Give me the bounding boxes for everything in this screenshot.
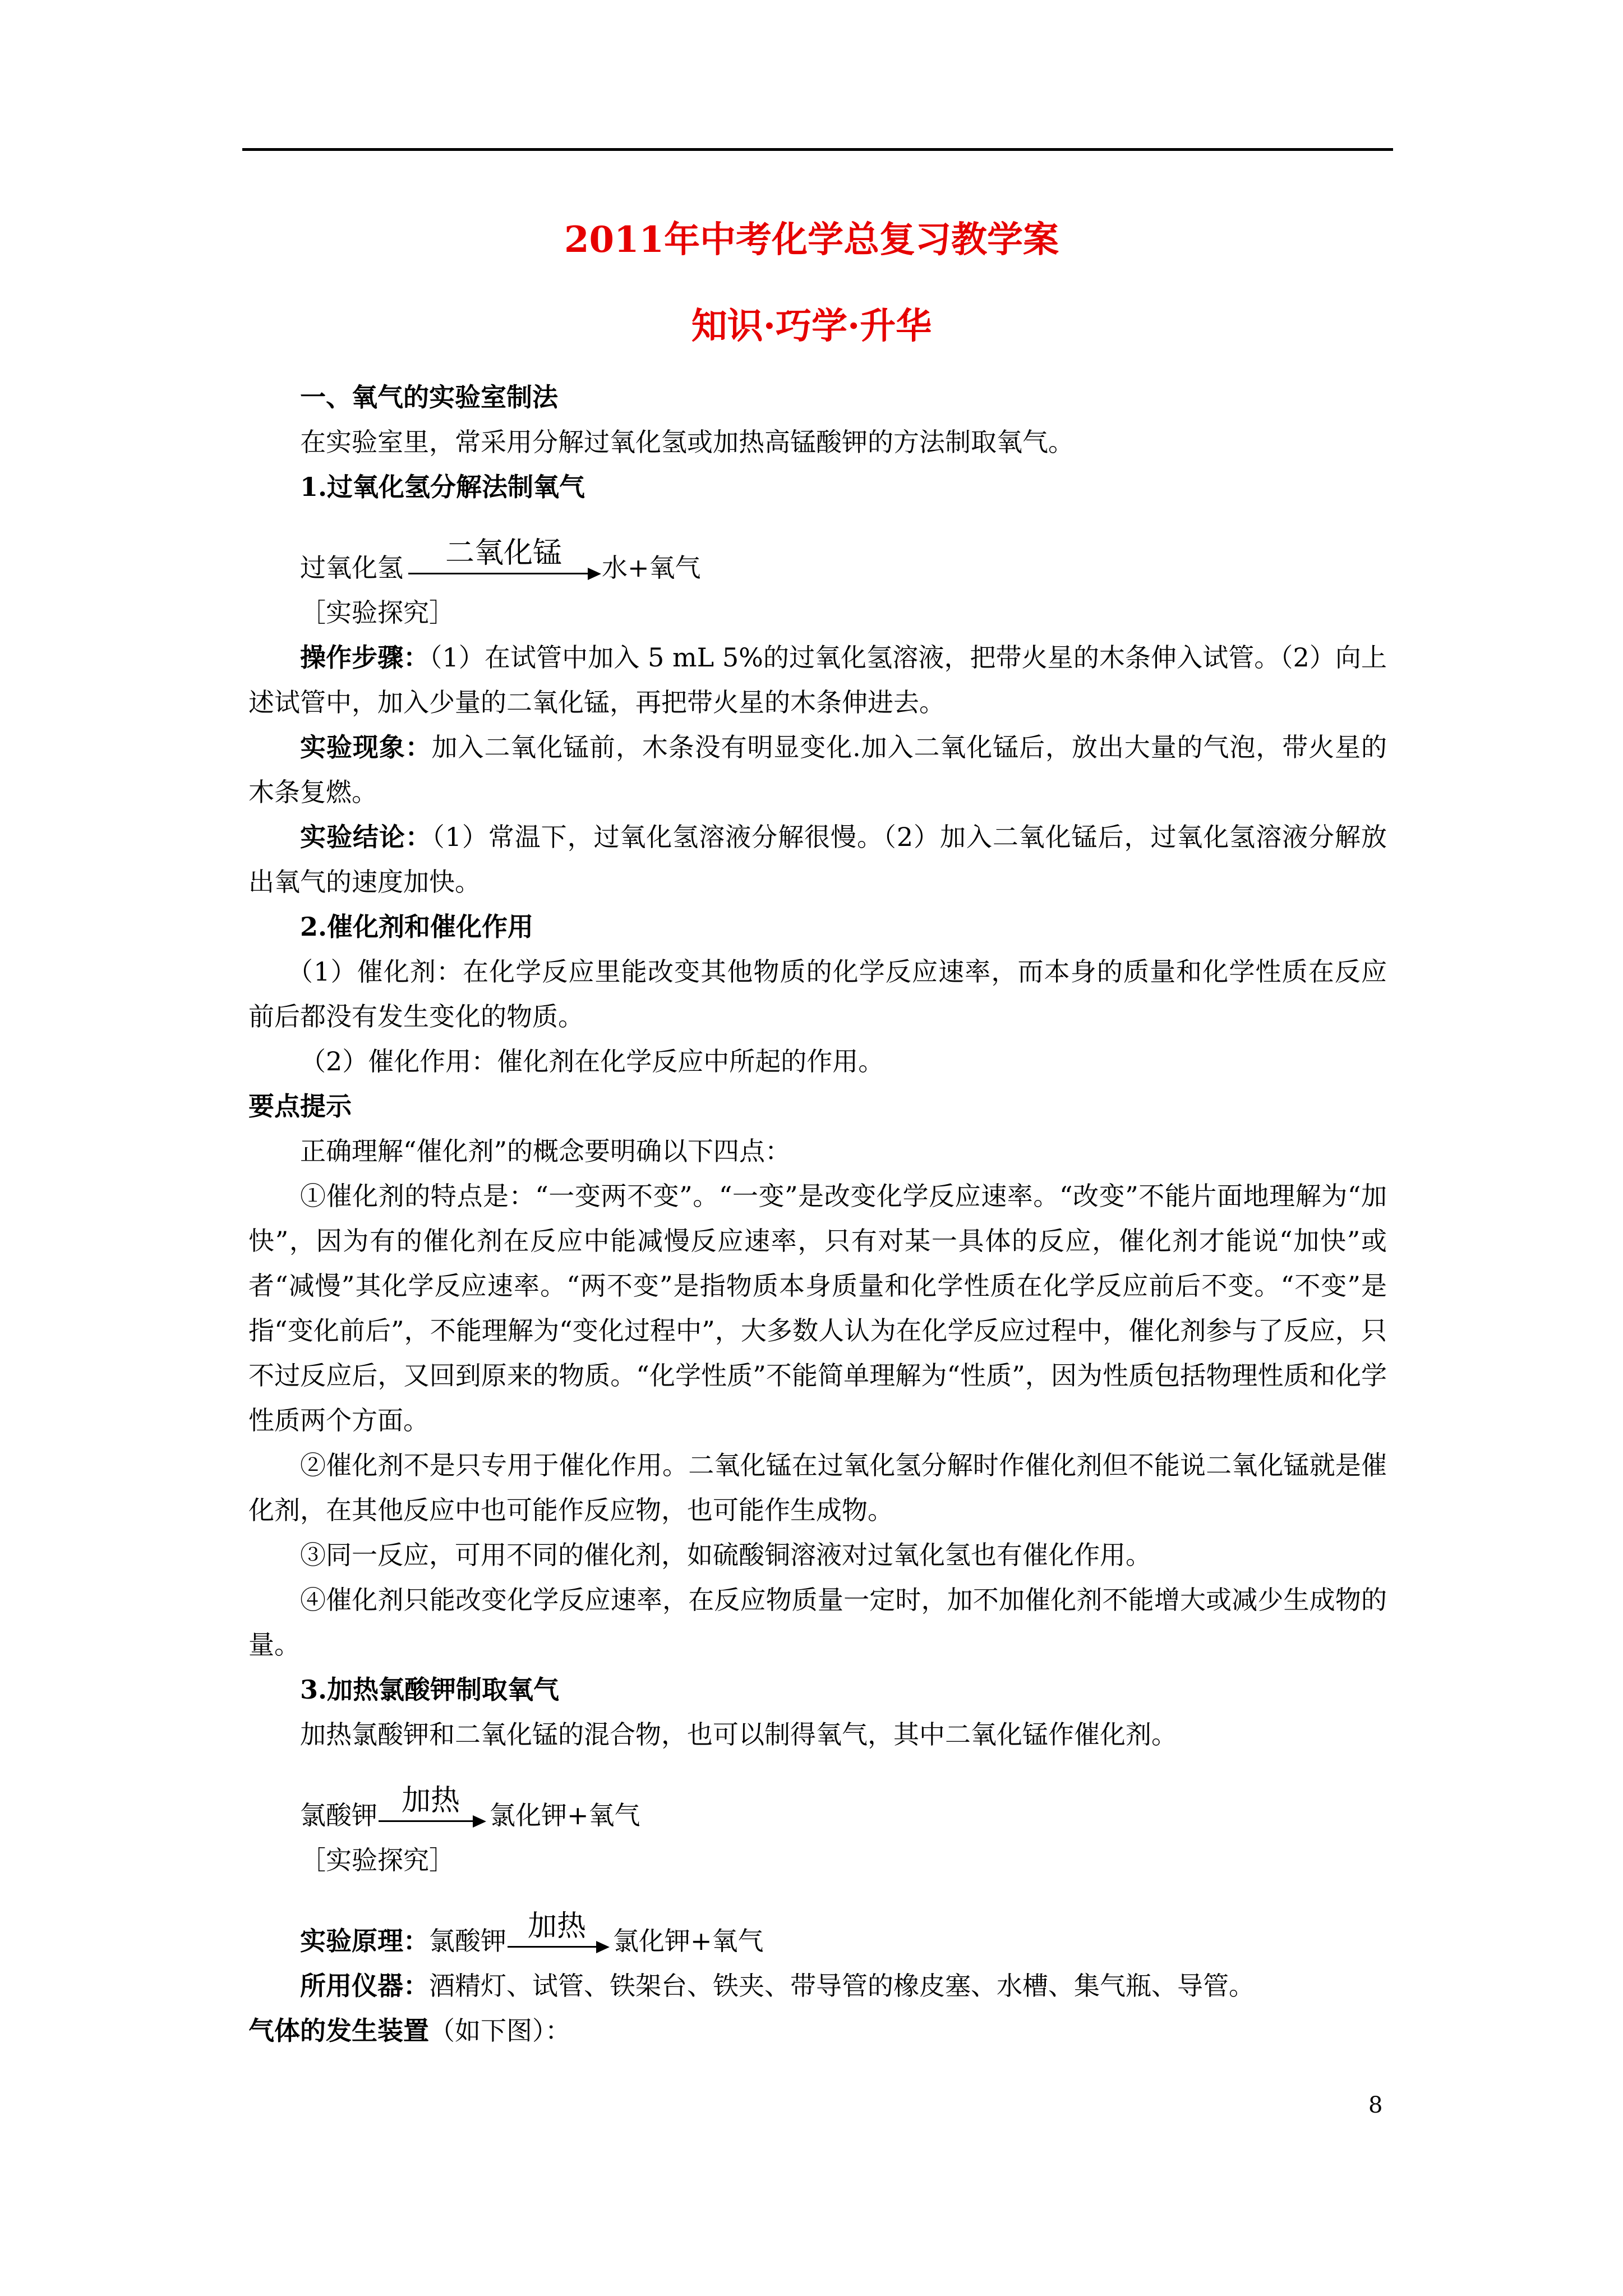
tip-3: ③同一反应，可用不同的催化剂，如硫酸铜溶液对过氧化氢也有催化作用。 — [300, 1540, 1151, 1570]
tip-4: ④催化剂只能改变化学反应速率，在反应物质量一定时，加不加催化剂不能增大或减少生成物的量。 — [248, 1585, 1387, 1660]
formula-reactant: 氯酸钾 — [429, 1926, 506, 1956]
page-title: 2011年中考化学总复习教学案 — [564, 219, 1059, 261]
tip-2: ②催化剂不是只专用于催化作用。二氧化锰在过氧化氢分解时作催化剂但不能说二氧化锰就是催化剂，在其他反应中也可能作反应物，也可能作生成物。 — [248, 1450, 1387, 1525]
subsection-heading-3: 3.加热氯酸钾制取氧气 — [300, 1674, 560, 1705]
principle-label: 实验原理： — [300, 1926, 429, 1956]
formula-condition: 加热 — [401, 1784, 460, 1818]
subsection-3-intro: 加热氯酸钾和二氧化锰的混合物，也可以制得氧气，其中二氧化锰作催化剂。 — [300, 1719, 1177, 1750]
phenomenon-paragraph — [248, 725, 1387, 815]
conclusion-text: （1）常温下，过氧化氢溶液分解很慢。（2）加入二氧化锰后，过氧化氢溶液分解放出氧气的速度加快。 — [248, 822, 1387, 897]
subsection-heading-1: 1.过氧化氢分解法制氧气 — [300, 472, 585, 502]
reaction-arrow-icon — [408, 573, 599, 574]
catalyst-definition: （1）催化剂：在化学反应里能改变其他物质的化学反应速率，而本身的质量和化学性质在反应前后都没有发生变化的物质。 — [248, 956, 1387, 1032]
reaction-formula-1 — [248, 509, 1387, 590]
steps-text: （1）在试管中加入 5 mL 5%的过氧化氢溶液，把带火星的木条伸入试管。（2）向上述试管中，加入少量的二氧化锰，再把带火星的木条伸进去。 — [248, 642, 1387, 717]
formula-condition: 二氧化锰 — [445, 536, 562, 570]
apparatus-paragraph — [248, 2008, 1387, 2053]
header-rule — [242, 148, 1393, 151]
section-heading: 一、氧气的实验室制法 — [300, 382, 558, 412]
experiment-label-2: ［实验探究］ — [300, 1845, 455, 1875]
tips-intro: 正确理解“催化剂”的概念要明确以下四点： — [300, 1136, 791, 1166]
apparatus-label: 气体的发生装置 — [248, 2016, 429, 2046]
subsection-heading-2: 2.催化剂和催化作用 — [300, 912, 534, 942]
page-number: 8 — [1368, 2092, 1383, 2118]
catalysis-definition: （2）催化作用：催化剂在化学反应中所起的作用。 — [300, 1046, 884, 1076]
apparatus-text: （如下图）： — [429, 2016, 571, 2046]
reaction-formula-2 — [248, 1757, 1387, 1838]
instruments-text: 酒精灯、试管、铁架台、铁夹、带导管的橡皮塞、水槽、集气瓶、导管。 — [429, 1971, 1255, 2001]
phenomenon-text: 加入二氧化锰前，木条没有明显变化.加入二氧化锰后，放出大量的气泡，带火星的木条复燃。 — [248, 732, 1387, 807]
phenomenon-label: 实验现象： — [300, 732, 432, 762]
formula-reactant: 氯酸钾 — [300, 1800, 377, 1830]
instruments-paragraph — [248, 1963, 1387, 2008]
steps-paragraph — [248, 635, 1387, 725]
tip-1: ①催化剂的特点是：“一变两不变”。“一变”是改变化学反应速率。“改变”不能片面地理解为“加快”，因为有的催化剂在反应中能减慢反应速率，只有对某一具体的反应，催化剂才能说“加快”或者“减慢”其化学反应速率。“两不变”是指物质本身质量和化学性质在化学反应前后不变。“不变”是指“变化前后”，不能理解为“变化过程中”，大多数人认为在化学反应过程中，催化剂参与了反应，只不过反应后，又回到原来的物质。“化学性质”不能简单理解为“性质”，因为性质包括物理性质和化学性质两个方面。 — [248, 1181, 1387, 1435]
formula-condition: 加热 — [527, 1910, 586, 1943]
reaction-arrow-icon — [379, 1820, 484, 1822]
conclusion-label: 实验结论： — [300, 822, 432, 852]
intro-paragraph: 在实验室里，常采用分解过氧化氢或加热高锰酸钾的方法制取氧气。 — [300, 427, 1074, 457]
reaction-arrow-icon — [508, 1946, 607, 1948]
tips-heading: 要点提示 — [248, 1091, 352, 1121]
formula-product: 水+氧气 — [602, 553, 701, 583]
formula-product: 氯化钾+氧气 — [490, 1800, 640, 1830]
formula-reactant: 过氧化氢 — [300, 553, 403, 583]
conclusion-paragraph — [248, 815, 1387, 904]
instruments-label: 所用仪器： — [300, 1971, 429, 2001]
experiment-label: ［实验探究］ — [300, 597, 455, 628]
formula-product: 氯化钾+氧气 — [613, 1926, 764, 1956]
body-text — [248, 375, 1387, 2053]
reaction-formula-3 — [248, 1883, 1387, 1963]
steps-label: 操作步骤： — [300, 642, 430, 673]
page-subtitle: 知识·巧学·升华 — [691, 305, 932, 347]
